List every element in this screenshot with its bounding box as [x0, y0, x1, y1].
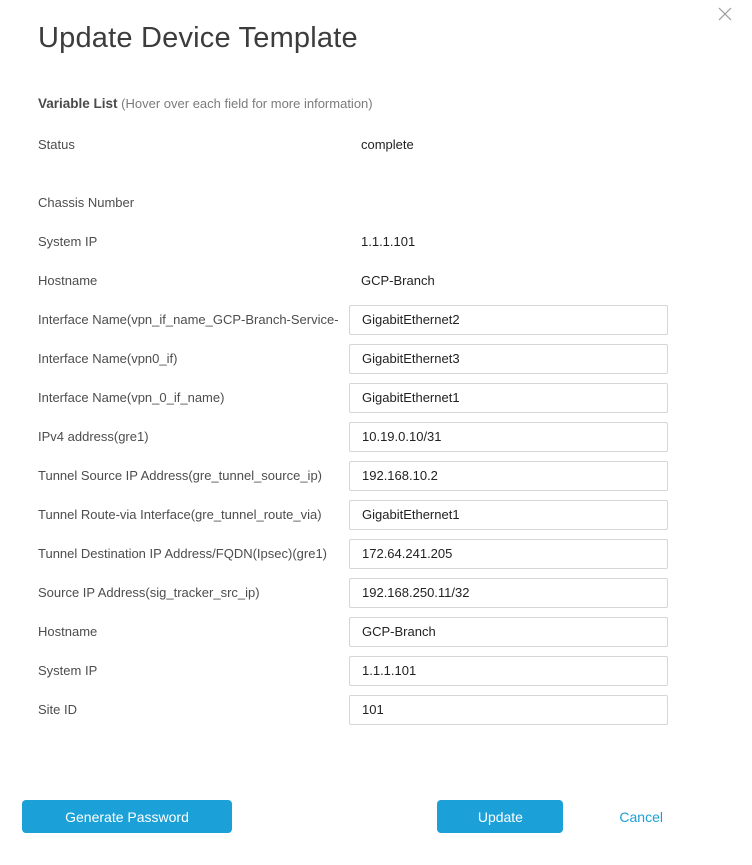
variable-list-hint: (Hover over each field for more information) — [121, 96, 373, 111]
ipv4-address-gre1-input[interactable] — [349, 422, 668, 452]
tunnel-source-ip-input[interactable] — [349, 461, 668, 491]
generate-password-button[interactable]: Generate Password — [22, 800, 232, 833]
footer-actions — [437, 800, 663, 833]
field-label: Interface Name(vpn_0_if_name) — [38, 390, 225, 405]
variable-list-heading — [38, 96, 714, 111]
field-label: System IP — [38, 663, 98, 678]
row-site-id-input — [38, 690, 714, 729]
field-label: Status — [38, 137, 75, 152]
row-interface-name-service — [38, 300, 714, 339]
row-hostname-static — [38, 261, 714, 300]
field-label: Hostname — [38, 273, 98, 288]
row-interface-name-vpn0-if-name — [38, 378, 714, 417]
field-label: Chassis Number — [38, 195, 135, 210]
tunnel-destination-ip-input[interactable] — [349, 539, 668, 569]
close-icon[interactable] — [717, 6, 733, 22]
interface-name-vpn0-if-input[interactable] — [349, 344, 668, 374]
row-source-ip-tracker — [38, 573, 714, 612]
row-system-ip-static — [38, 222, 714, 261]
field-label: System IP — [38, 234, 98, 249]
field-value-static: 1.1.1.101 — [361, 234, 416, 249]
cancel-link[interactable]: Cancel — [619, 808, 663, 825]
row-tunnel-destination-ip — [38, 534, 714, 573]
field-label: Tunnel Source IP Address(gre_tunnel_source_ip) — [38, 468, 323, 483]
field-label: Tunnel Destination IP Address/FQDN(Ipsec)(gre1) — [38, 546, 328, 561]
source-ip-tracker-input[interactable] — [349, 578, 668, 608]
field-label: IPv4 address(gre1) — [38, 429, 149, 444]
field-label: Tunnel Route-via Interface(gre_tunnel_route_via) — [38, 507, 322, 522]
row-chassis-number — [38, 183, 714, 222]
site-id-input[interactable] — [349, 695, 668, 725]
field-value-static: complete — [361, 137, 414, 152]
hostname-input[interactable] — [349, 617, 668, 647]
field-value-static: GCP-Branch — [361, 273, 435, 288]
system-ip-input[interactable] — [349, 656, 668, 686]
interface-name-service-input[interactable] — [349, 305, 668, 335]
row-tunnel-source-ip — [38, 456, 714, 495]
field-label: Interface Name(vpn_if_name_GCP-Branch-Service- — [38, 312, 339, 327]
field-label: Hostname — [38, 624, 98, 639]
interface-name-vpn0-if-name-input[interactable] — [349, 383, 668, 413]
dialog-footer — [38, 800, 714, 833]
row-hostname-input — [38, 612, 714, 651]
variable-list — [38, 125, 714, 729]
row-interface-name-vpn0-if — [38, 339, 714, 378]
field-label: Source IP Address(sig_tracker_src_ip) — [38, 585, 260, 600]
dialog-title: Update Device Template — [38, 22, 358, 54]
field-label: Interface Name(vpn0_if) — [38, 351, 178, 366]
variable-list-title: Variable List — [38, 96, 118, 111]
row-ipv4-address-gre1 — [38, 417, 714, 456]
row-system-ip-input — [38, 651, 714, 690]
row-status — [38, 125, 714, 164]
row-tunnel-route-via — [38, 495, 714, 534]
update-button[interactable]: Update — [437, 800, 563, 833]
field-label: Site ID — [38, 702, 78, 717]
tunnel-route-via-input[interactable] — [349, 500, 668, 530]
